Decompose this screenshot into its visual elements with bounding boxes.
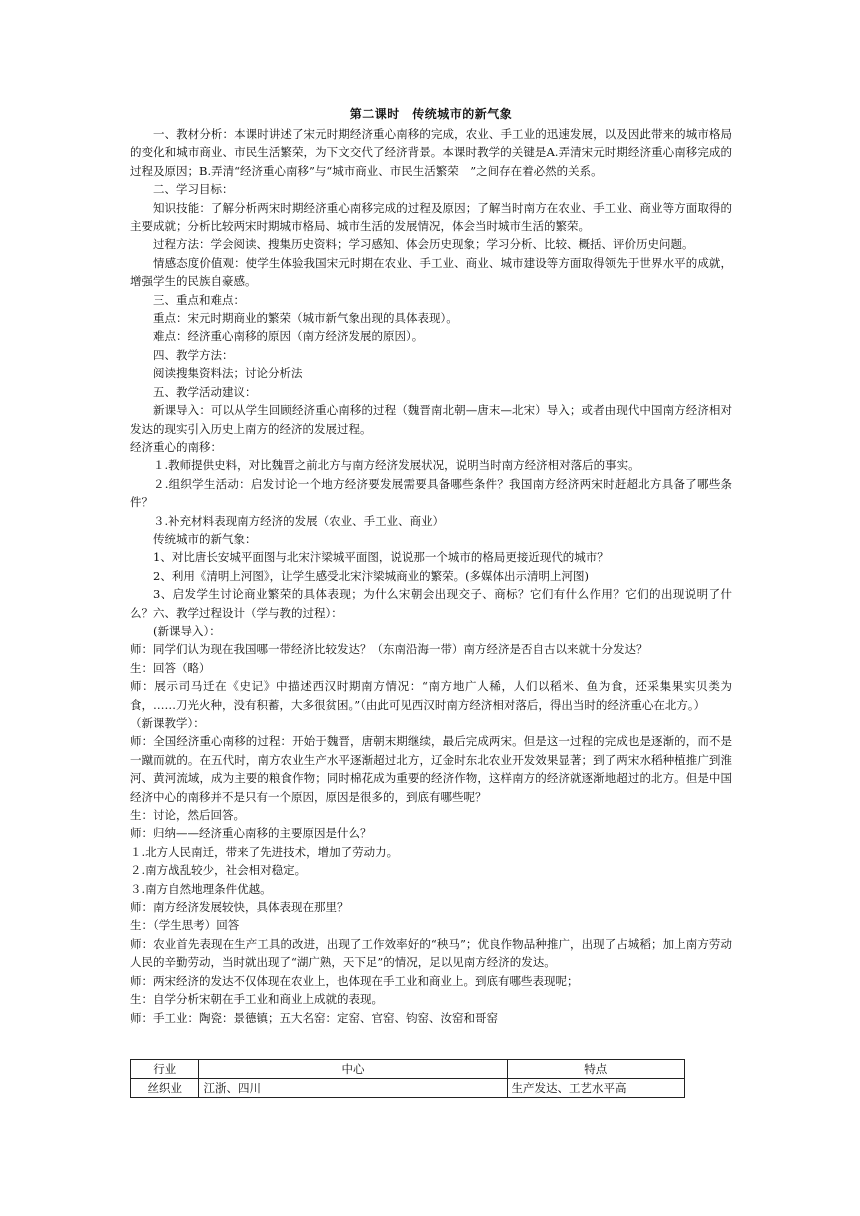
table-cell: 江浙、四川 bbox=[199, 1079, 507, 1098]
paragraph: 重点：宋元时期商业的繁荣（城市新气象出现的具体表现）。 bbox=[153, 311, 458, 326]
page-title: 第二课时 传统城市的新气象 bbox=[349, 107, 513, 121]
dialogue-line: 师：两宋经济的发达不仅体现在农业上，也体现在手工业和商业上。到底有哪些表现呢； bbox=[130, 973, 579, 988]
table-header-cell: 行业 bbox=[131, 1060, 199, 1079]
list-item: ２.南方战乱较少，社会相对稳定。 bbox=[130, 863, 307, 878]
paragraph: 一、教材分析：本课时讲述了宋元时期经济重心南移的完成，农业、手工业的迅速发展，以及因此带来的城市格局的变化和城市商业、市民生活繁荣，为下文交代了经济背景。本课时教学的关键是A.弄清宋元时期经济重心南移完成的过程及原因；B.弄清“经济重心南移”与“城市商业、市民生活繁荣 ”之间存在着必然的关系。 bbox=[130, 127, 732, 178]
section-heading: 三、重点和难点： bbox=[153, 292, 245, 307]
section-heading: 二、学习目标： bbox=[153, 182, 234, 197]
dialogue-line: 生：（学生思考）回答 bbox=[130, 918, 240, 933]
subheading: （新课教学）： bbox=[130, 716, 205, 730]
dialogue-line: 师：农业首先表现在生产工具的改进，出现了工作效率好的“秧马”；优良作物品种推广，出现了占城稻；加上南方劳动人民的辛勤劳动，当时就出现了“湖广熟，天下足”的情况，足以见南方经济的发达。 bbox=[130, 936, 732, 970]
list-item: 2、利用《清明上河图》，让学生感受北宋汴梁城商业的繁荣。(多媒体出示清明上河图) bbox=[153, 568, 590, 583]
table-cell: 丝织业 bbox=[131, 1079, 199, 1098]
list-item: １.教师提供史料，对比魏晋之前北方与南方经济发展状况，说明当时南方经济相对落后的事实。 bbox=[153, 458, 640, 473]
dialogue-line: 生：回答（略） bbox=[130, 660, 211, 675]
paragraph: 情感态度价值观：使学生体验我国宋元时期在农业、手工业、商业、城市建设等方面取得领先于世界水平的成就，增强学生的民族自豪感。 bbox=[130, 255, 732, 289]
list-item: ３.南方自然地理条件优越。 bbox=[130, 881, 272, 896]
dialogue-line: 生：自学分析宋朝在手工业和商业上成就的表现。 bbox=[130, 992, 383, 1007]
table-header-cell: 中心 bbox=[199, 1060, 507, 1079]
dialogue-line: 师：同学们认为现在我国哪一带经济比较发达？（东南沿海一带）南方经济是否自古以来就十分发达？ bbox=[130, 642, 648, 657]
subheading: 经济重心的南移： bbox=[130, 439, 222, 454]
section-heading: 五、教学活动建议： bbox=[153, 384, 257, 399]
industry-table bbox=[130, 1059, 685, 1098]
document-body bbox=[130, 125, 732, 1027]
paragraph: 过程方法：学会阅读、搜集历史资料；学习感知、体会历史现象；学习分析、比较、概括、评价历史问题。 bbox=[153, 237, 694, 252]
list-item: １.北方人民南迁，带来了先进技术，增加了劳动力。 bbox=[130, 844, 399, 859]
table-header-row bbox=[131, 1060, 685, 1079]
paragraph: 阅读搜集资料法；讨论分析法 bbox=[153, 366, 303, 381]
dialogue-line: 师：归纳——经济重心南移的主要原因是什么？ bbox=[130, 826, 372, 841]
dialogue-line: 生：讨论，然后回答。 bbox=[130, 808, 245, 823]
dialogue-line: 师：南方经济发展较快，具体表现在那里？ bbox=[130, 900, 349, 915]
dialogue-line: 师：手工业：陶瓷：景德镇；五大名窑：定窑、官窑、钧窑、汝窑和哥窑 bbox=[130, 1010, 498, 1025]
list-item: ３.补充材料表现南方经济的发展（农业、手工业、商业） bbox=[153, 513, 445, 528]
list-item: ２.组织学生活动：启发讨论一个地方经济要发展需要具备哪些条件？我国南方经济两宋时赶超北方具备了哪些条件？ bbox=[130, 476, 732, 510]
table-cell: 生产发达、工艺水平高 bbox=[507, 1079, 684, 1098]
list-item: 3、启发学生讨论商业繁荣的具体表现；为什么宋朝会出现交子、商标？它们有什么作用？它们的出现说明了什么？六、教学过程设计（学与教的过程）： bbox=[130, 587, 732, 620]
list-item: 1、对比唐长安城平面图与北宋汴梁城平面图，说说那一个城市的格局更接近现代的城市？ bbox=[153, 550, 609, 565]
section-heading: 四、教学方法： bbox=[153, 347, 234, 362]
table-header-cell: 特点 bbox=[507, 1060, 684, 1079]
paragraph: 新课导入：可以从学生回顾经济重心南移的过程（魏晋南北朝—唐末—北宋）导入；或者由现代中国南方经济相对发达的现实引入历史上南方的经济的发展过程。 bbox=[130, 403, 732, 436]
subheading: 传统城市的新气象： bbox=[153, 531, 257, 546]
subheading: (新课导入）： bbox=[153, 623, 221, 638]
dialogue-line: 师：展示司马迁在《史记》中描述西汉时期南方情况：“南方地广人稀，人们以稻米、鱼为食，还采集果实贝类为食，……刀光火种，没有积蓄，大多很贫困。”（由此可见西汉时南方经济相对落后，得出当时的经济重心在北方。） bbox=[130, 679, 732, 712]
paragraph: 知识技能：了解分析两宋时期经济重心南移完成的过程及原因；了解当时南方在农业、手工业、商业等方面取得的主要成就；分析比较两宋时期城市格局、城市生活的发展情况，体会当时城市生活的繁荣。 bbox=[130, 200, 732, 234]
table-row bbox=[131, 1079, 685, 1098]
dialogue-line: 师：全国经济重心南移的过程：开始于魏晋，唐朝末期继续，最后完成两宋。但是这一过程的完成也是逐渐的，而不是一蹴而就的。在五代时，南方农业生产水平逐渐超过北方，辽金时东北农业开发效果显著；到了两宋水稻种植推广到淮河、黄河流域，成为主要的粮食作物；同时棉花成为重要的经济作物，这样南方的经济就逐渐地超过的北方。但是中国经济中心的南移并不是只有一个原因，原因是很多的，到底有哪些呢？ bbox=[130, 734, 732, 804]
paragraph: 难点：经济重心南移的原因（南方经济发展的原因）。 bbox=[153, 329, 424, 344]
